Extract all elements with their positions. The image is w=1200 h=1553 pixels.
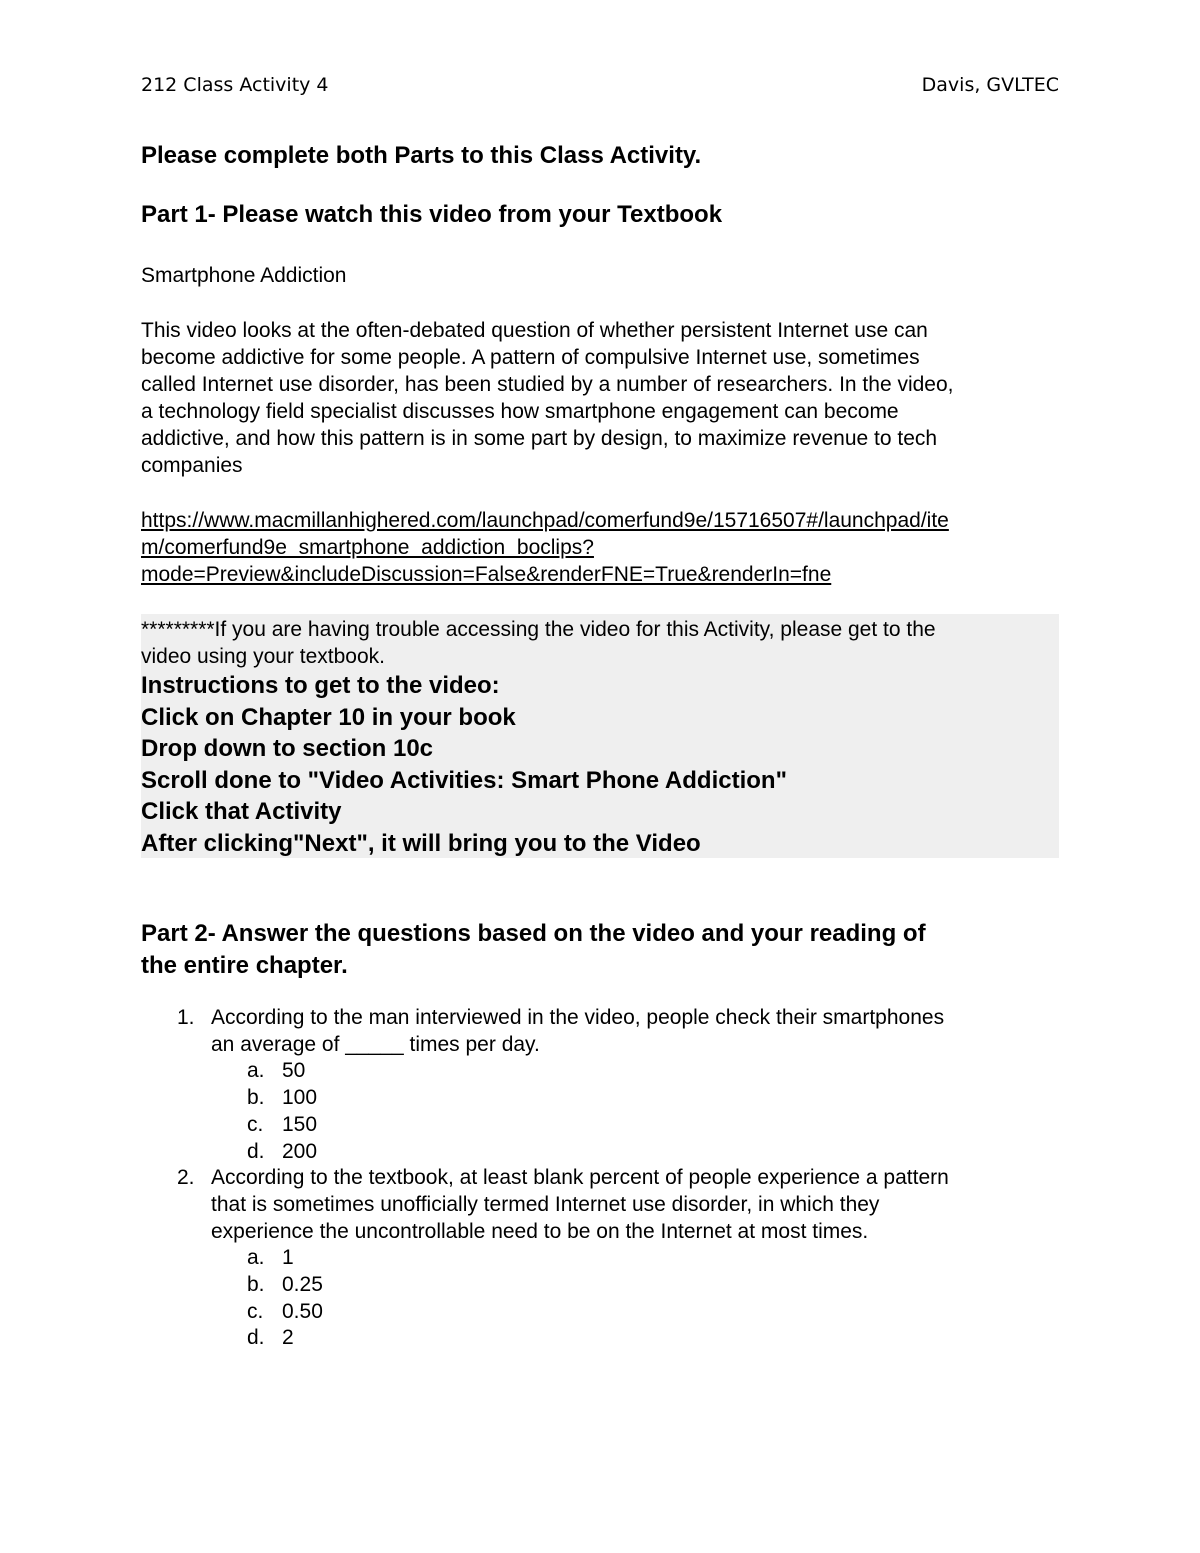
header-author: Davis, GVLTEC: [921, 74, 1059, 96]
instruction-line: Instructions to get to the video:: [141, 672, 500, 699]
answer-option: [211, 1325, 1061, 1352]
question-text-line: According to the textbook, at least blank percent of people experience a pattern: [211, 1166, 949, 1190]
video-title: Smartphone Addiction: [141, 264, 347, 287]
description-line: a technology field specialist discusses how smartphone engagement can become: [141, 400, 899, 423]
option-text: 0.50: [282, 1299, 323, 1323]
question-text: [211, 1005, 1061, 1058]
header-course-title: 212 Class Activity 4: [141, 74, 329, 96]
description-line: companies: [141, 454, 243, 477]
option-letter: b.: [247, 1086, 265, 1110]
description-line: called Internet use disorder, has been studied by a number of researchers. In the video,: [141, 373, 954, 396]
option-text: 0.25: [282, 1273, 323, 1297]
video-link-line[interactable]: https://www.macmillanhighered.com/launchpad/comerfund9e/15716507#/launchpad/ite: [141, 509, 949, 532]
answer-option: [211, 1085, 1061, 1112]
question-text: [211, 1165, 1061, 1245]
option-text: 100: [282, 1086, 318, 1110]
answer-option: [211, 1139, 1061, 1166]
question-1: [141, 1005, 1061, 1165]
question-2: [141, 1165, 1061, 1352]
description-line: become addictive for some people. A pattern of compulsive Internet use, sometimes: [141, 346, 920, 369]
video-description: [141, 317, 1061, 479]
notice-line: *********If you are having trouble accessing the video for this Activity, please get to the: [141, 618, 936, 641]
question-text-line: that is sometimes unofficially termed Internet use disorder, in which they: [211, 1192, 880, 1216]
question-number: 1.: [177, 1006, 195, 1029]
answer-option: [211, 1272, 1061, 1299]
part2-heading-line: the entire chapter.: [141, 951, 348, 979]
answer-option: [211, 1058, 1061, 1085]
option-letter: a.: [247, 1246, 265, 1270]
part1-heading: Part 1- Please watch this video from your Textbook: [141, 201, 723, 228]
description-line: addictive, and how this pattern is in some part by design, to maximize revenue to tech: [141, 427, 938, 450]
instruction-line: Scroll done to "Video Activities: Smart Phone Addiction": [141, 766, 787, 794]
option-letter: c.: [247, 1112, 264, 1136]
answer-option: [211, 1299, 1061, 1326]
video-link-line[interactable]: m/comerfund9e_smartphone_addiction_boclips?: [141, 536, 594, 559]
video-instructions: [141, 670, 1059, 859]
option-letter: a.: [247, 1059, 265, 1083]
answer-option: [211, 1245, 1061, 1272]
option-text: 150: [282, 1112, 318, 1136]
description-line: This video looks at the often-debated question of whether persistent Internet use can: [141, 319, 928, 342]
instruction-line: Drop down to section 10c: [141, 735, 434, 762]
option-letter: b.: [247, 1273, 265, 1297]
question-text-line: According to the man interviewed in the video, people check their smartphones: [211, 1006, 945, 1029]
option-text: 1: [282, 1246, 294, 1270]
question-list: [141, 1005, 1061, 1352]
option-letter: d.: [247, 1326, 265, 1350]
option-text: 50: [282, 1059, 306, 1083]
part2-heading-line: Part 2- Answer the questions based on the video and your reading of: [141, 920, 926, 947]
option-letter: d.: [247, 1139, 265, 1163]
video-link[interactable]: [141, 507, 1061, 588]
instruction-line: After clicking"Next", it will bring you to the Video: [141, 829, 701, 857]
notice-line: video using your textbook.: [141, 645, 385, 668]
page-title: Please complete both Parts to this Class Activity.: [141, 142, 702, 169]
answer-option: [211, 1112, 1061, 1139]
option-text: 200: [282, 1139, 318, 1163]
question-text-line: experience the uncontrollable need to be on the Internet at most times.: [211, 1219, 869, 1243]
access-notice: [141, 616, 1059, 670]
option-letter: c.: [247, 1299, 264, 1323]
video-link-line[interactable]: mode=Preview&includeDiscussion=False&renderFNE=True&renderIn=fne: [141, 563, 832, 586]
question-text-line: an average of _____ times per day.: [211, 1032, 540, 1056]
instruction-line: Click that Activity: [141, 798, 342, 825]
part2-heading: [141, 918, 1061, 981]
option-text: 2: [282, 1326, 294, 1350]
instruction-line: Click on Chapter 10 in your book: [141, 703, 516, 731]
question-number: 2.: [177, 1166, 195, 1190]
